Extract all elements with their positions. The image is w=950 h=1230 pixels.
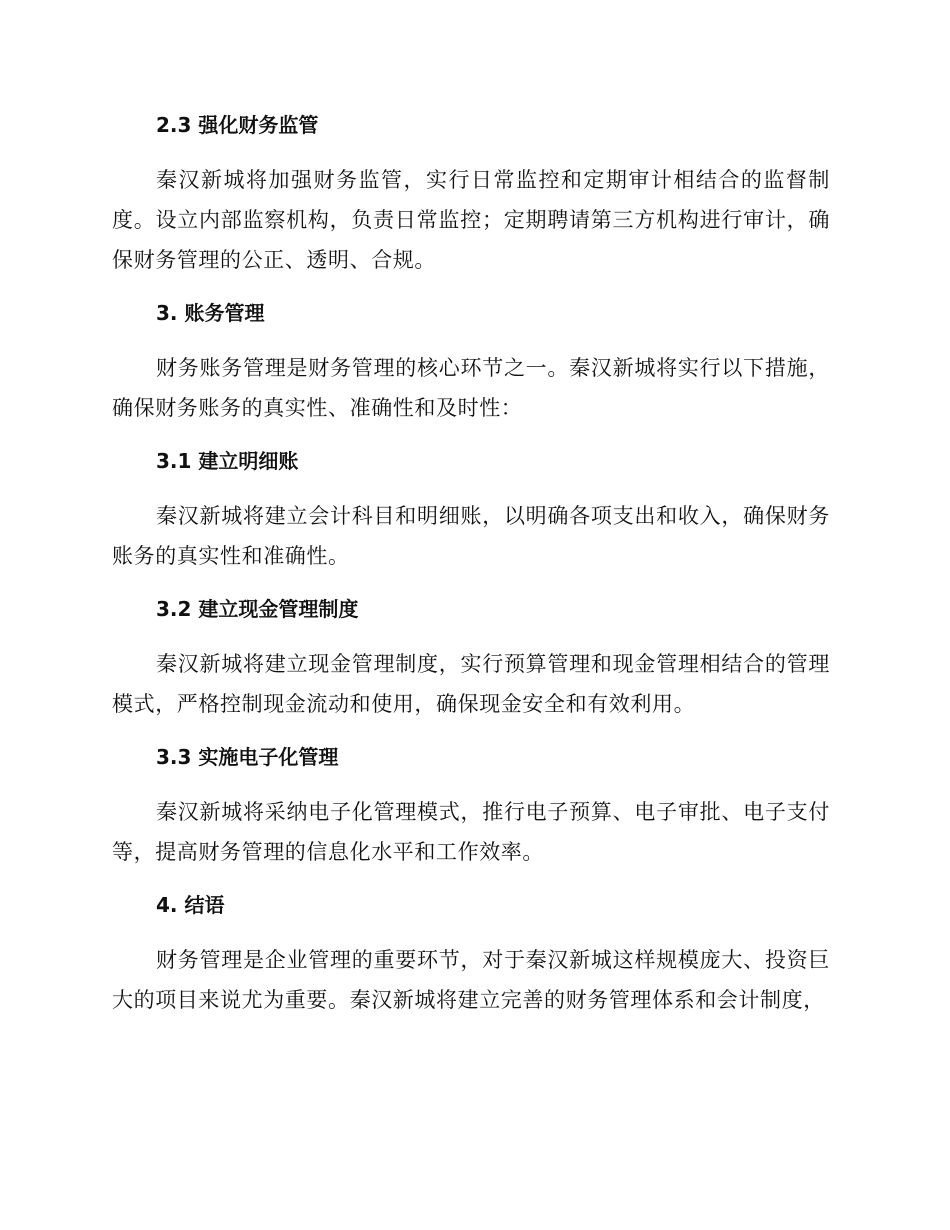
section-paragraph: 秦汉新城将建立会计科目和明细账，以明确各项支出和收入，确保财务账务的真实性和准确性。 — [112, 504, 830, 568]
section-heading: 3. 账务管理 — [156, 301, 265, 325]
section-heading: 2.3 强化财务监管 — [156, 113, 319, 137]
section-paragraph: 秦汉新城将加强财务监管，实行日常监控和定期审计相结合的监督制度。设立内部监察机构，负责日常监控；定期聘请第三方机构进行审计，确保财务管理的公正、透明、合规。 — [112, 168, 830, 272]
section-heading: 3.3 实施电子化管理 — [156, 745, 339, 769]
section-paragraph: 财务账务管理是财务管理的核心环节之一。秦汉新城将实行以下措施，确保财务账务的真实性、准确性和及时性： — [112, 356, 830, 420]
section-3-3 — [112, 742, 830, 872]
section-2-3 — [112, 110, 830, 280]
section-paragraph: 财务管理是企业管理的重要环节，对于秦汉新城这样规模庞大、投资巨大的项目来说尤为重要。秦汉新城将建立完善的财务管理体系和会计制度， — [112, 948, 830, 1012]
section-3 — [112, 298, 830, 428]
section-heading: 4. 结语 — [156, 893, 225, 917]
section-heading: 3.1 建立明细账 — [156, 449, 299, 473]
section-3-1 — [112, 446, 830, 576]
section-4 — [112, 890, 830, 1020]
section-paragraph: 秦汉新城将建立现金管理制度，实行预算管理和现金管理相结合的管理模式，严格控制现金流动和使用，确保现金安全和有效利用。 — [112, 652, 830, 716]
section-paragraph: 秦汉新城将采纳电子化管理模式，推行电子预算、电子审批、电子支付等，提高财务管理的信息化水平和工作效率。 — [112, 800, 830, 864]
section-3-2 — [112, 594, 830, 724]
section-heading: 3.2 建立现金管理制度 — [156, 597, 359, 621]
